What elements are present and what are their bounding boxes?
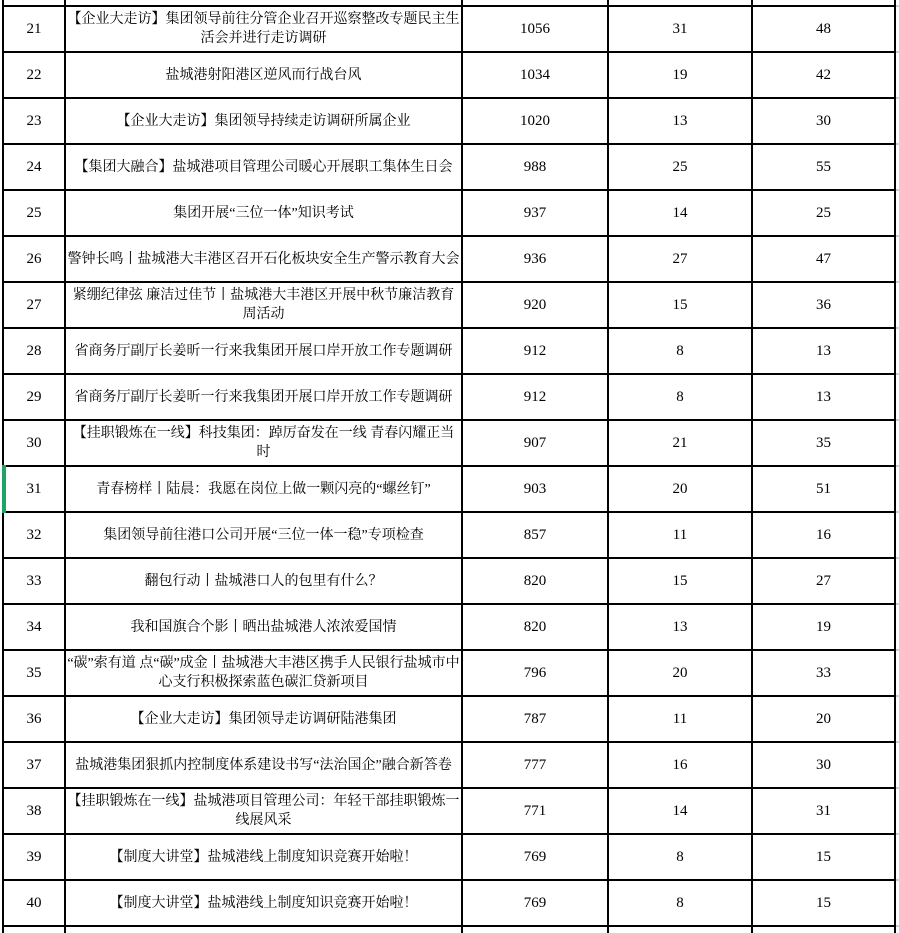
value2-cell[interactable]: 13 <box>609 99 753 143</box>
article-title-cell[interactable]: 【制度大讲堂】盐城港线上制度知识竞赛开始啦！ <box>66 835 463 879</box>
table-row <box>4 283 896 329</box>
value2-cell[interactable]: 27 <box>609 237 753 281</box>
value1-cell[interactable]: 820 <box>463 559 609 603</box>
value3-cell[interactable]: 48 <box>753 7 896 51</box>
table-row <box>4 697 896 743</box>
article-title-cell[interactable] <box>66 0 463 5</box>
table-row <box>4 421 896 467</box>
row-number-cell[interactable]: 27 <box>4 283 66 327</box>
value3-cell[interactable] <box>753 0 896 5</box>
value1-cell[interactable]: 796 <box>463 651 609 695</box>
value1-cell[interactable]: 912 <box>463 329 609 373</box>
value3-cell[interactable]: 15 <box>753 881 896 925</box>
row-number-cell[interactable]: 38 <box>4 789 66 833</box>
value2-cell[interactable]: 25 <box>609 145 753 189</box>
value2-cell[interactable]: 11 <box>609 513 753 557</box>
value2-cell[interactable]: 21 <box>609 421 753 465</box>
table-row <box>4 99 896 145</box>
value3-cell[interactable]: 42 <box>753 53 896 97</box>
value1-cell[interactable]: 769 <box>463 881 609 925</box>
row-number-cell[interactable]: 32 <box>4 513 66 557</box>
article-title-cell[interactable]: 盐城港集团狠抓内控制度体系建设书写“法治国企”融合新答卷 <box>66 743 463 787</box>
value1-cell[interactable]: 857 <box>463 513 609 557</box>
article-title-cell[interactable]: 我和国旗合个影丨晒出盐城港人浓浓爱国情 <box>66 605 463 649</box>
article-title-cell[interactable]: 【企业大走访】集团领导走访调研陆港集团 <box>66 697 463 741</box>
value3-cell[interactable]: 27 <box>753 559 896 603</box>
table-row <box>4 7 896 53</box>
value1-cell[interactable]: 988 <box>463 145 609 189</box>
row-number-cell[interactable]: 23 <box>4 99 66 143</box>
article-title-cell[interactable]: 【挂职锻炼在一线】盐城港项目管理公司：年轻干部挂职锻炼一线展风采 <box>66 789 463 833</box>
article-title-cell[interactable]: 【企业大走访】集团领导前往分管企业召开巡察整改专题民主生活会并进行走访调研 <box>66 7 463 51</box>
row-number-cell[interactable]: 24 <box>4 145 66 189</box>
article-title-cell[interactable]: 紧绷纪律弦 廉洁过佳节丨盐城港大丰港区开展中秋节廉洁教育周活动 <box>66 283 463 327</box>
value2-cell[interactable]: 8 <box>609 329 753 373</box>
table-row <box>4 145 896 191</box>
value1-cell[interactable]: 771 <box>463 789 609 833</box>
active-row-indicator <box>2 465 6 513</box>
table-row <box>4 605 896 651</box>
value1-cell[interactable] <box>463 0 609 5</box>
row-number-cell[interactable]: 37 <box>4 743 66 787</box>
table-row <box>4 53 896 99</box>
article-title-cell[interactable]: 翻包行动丨盐城港口人的包里有什么？ <box>66 559 463 603</box>
value1-cell[interactable]: 912 <box>463 375 609 419</box>
table-row <box>4 513 896 559</box>
value3-cell[interactable]: 15 <box>753 835 896 879</box>
value1-cell[interactable]: 769 <box>463 835 609 879</box>
table-row <box>4 743 896 789</box>
value3-cell[interactable]: 13 <box>753 329 896 373</box>
value3-cell[interactable]: 31 <box>753 789 896 833</box>
value3-cell[interactable]: 16 <box>753 513 896 557</box>
value3-cell[interactable]: 47 <box>753 237 896 281</box>
value2-cell[interactable]: 11 <box>609 697 753 741</box>
value2-cell[interactable]: 8 <box>609 375 753 419</box>
row-number-cell[interactable]: 21 <box>4 7 66 51</box>
article-title-cell[interactable]: 集团开展“三位一体”知识考试 <box>66 191 463 235</box>
value1-cell[interactable]: 1034 <box>463 53 609 97</box>
value3-cell[interactable]: 51 <box>753 467 896 511</box>
value2-cell[interactable]: 13 <box>609 605 753 649</box>
row-number-cell[interactable]: 25 <box>4 191 66 235</box>
value3-cell[interactable]: 33 <box>753 651 896 695</box>
article-title-cell[interactable]: 【挂职锻炼在一线】科技集团：踔厉奋发在一线 青春闪耀正当时 <box>66 421 463 465</box>
spreadsheet-table <box>2 0 896 933</box>
row-number-cell[interactable] <box>4 0 66 5</box>
table-row <box>4 467 896 513</box>
value1-cell[interactable]: 1056 <box>463 7 609 51</box>
article-title-cell[interactable]: “碳”索有道 点“碳”成金丨盐城港大丰港区携手人民银行盐城市中心支行积极探索蓝色碳汇贷新项目 <box>66 651 463 695</box>
value1-cell[interactable]: 777 <box>463 743 609 787</box>
value2-cell[interactable]: 20 <box>609 651 753 695</box>
value2-cell[interactable]: 19 <box>609 53 753 97</box>
value2-cell[interactable]: 14 <box>609 789 753 833</box>
value3-cell[interactable]: 55 <box>753 145 896 189</box>
table-row <box>4 559 896 605</box>
table-row <box>4 835 896 881</box>
article-title-cell[interactable]: 青春榜样丨陆晨：我愿在岗位上做一颗闪亮的“螺丝钉” <box>66 467 463 511</box>
value3-cell[interactable]: 20 <box>753 697 896 741</box>
article-title-cell[interactable]: 省商务厅副厅长姜昕一行来我集团开展口岸开放工作专题调研 <box>66 375 463 419</box>
value2-cell[interactable]: 20 <box>609 467 753 511</box>
row-number-cell[interactable]: 34 <box>4 605 66 649</box>
value2-cell[interactable]: 15 <box>609 283 753 327</box>
value2-cell[interactable] <box>609 0 753 5</box>
value2-cell[interactable]: 8 <box>609 835 753 879</box>
value3-cell[interactable]: 35 <box>753 421 896 465</box>
value1-cell[interactable]: 920 <box>463 283 609 327</box>
table-row <box>4 375 896 421</box>
value2-cell[interactable]: 31 <box>609 7 753 51</box>
row-number-cell[interactable]: 40 <box>4 881 66 925</box>
row-number-cell[interactable]: 22 <box>4 53 66 97</box>
value1-cell[interactable]: 820 <box>463 605 609 649</box>
value1-cell[interactable]: 936 <box>463 237 609 281</box>
table-row <box>4 651 896 697</box>
value3-cell[interactable]: 30 <box>753 99 896 143</box>
row-number-cell[interactable]: 36 <box>4 697 66 741</box>
table-row <box>4 237 896 283</box>
value2-cell[interactable]: 15 <box>609 559 753 603</box>
article-title-cell[interactable]: 集团领导前往港口公司开展“三位一体一稳”专项检查 <box>66 513 463 557</box>
value2-cell[interactable]: 16 <box>609 743 753 787</box>
article-title-cell[interactable]: 【制度大讲堂】盐城港线上制度知识竞赛开始啦！ <box>66 881 463 925</box>
row-number-cell[interactable]: 26 <box>4 237 66 281</box>
value3-cell[interactable]: 36 <box>753 283 896 327</box>
row-number-cell[interactable]: 39 <box>4 835 66 879</box>
value1-cell[interactable]: 1020 <box>463 99 609 143</box>
table-row <box>4 789 896 835</box>
row-number-cell[interactable]: 35 <box>4 651 66 695</box>
table-row <box>4 881 896 927</box>
article-title-cell[interactable]: 省商务厅副厅长姜昕一行来我集团开展口岸开放工作专题调研 <box>66 329 463 373</box>
row-number-cell[interactable]: 31 <box>4 467 66 511</box>
row-number-cell[interactable]: 30 <box>4 421 66 465</box>
value1-cell[interactable]: 937 <box>463 191 609 235</box>
article-title-cell[interactable]: 警钟长鸣丨盐城港大丰港区召开石化板块安全生产警示教育大会 <box>66 237 463 281</box>
value2-cell[interactable]: 14 <box>609 191 753 235</box>
table-row <box>4 191 896 237</box>
partial-row-top <box>4 0 896 7</box>
value1-cell[interactable]: 907 <box>463 421 609 465</box>
value3-cell[interactable]: 25 <box>753 191 896 235</box>
value2-cell[interactable]: 8 <box>609 881 753 925</box>
article-title-cell[interactable]: 盐城港射阳港区逆风而行战台风 <box>66 53 463 97</box>
row-number-cell[interactable]: 29 <box>4 375 66 419</box>
table-row <box>4 329 896 375</box>
value1-cell[interactable]: 903 <box>463 467 609 511</box>
value3-cell[interactable]: 30 <box>753 743 896 787</box>
value3-cell[interactable]: 13 <box>753 375 896 419</box>
value3-cell[interactable]: 19 <box>753 605 896 649</box>
article-title-cell[interactable]: 【企业大走访】集团领导持续走访调研所属企业 <box>66 99 463 143</box>
row-number-cell[interactable]: 33 <box>4 559 66 603</box>
value1-cell[interactable]: 787 <box>463 697 609 741</box>
article-title-cell[interactable]: 【集团大融合】盐城港项目管理公司暖心开展职工集体生日会 <box>66 145 463 189</box>
row-number-cell[interactable]: 28 <box>4 329 66 373</box>
